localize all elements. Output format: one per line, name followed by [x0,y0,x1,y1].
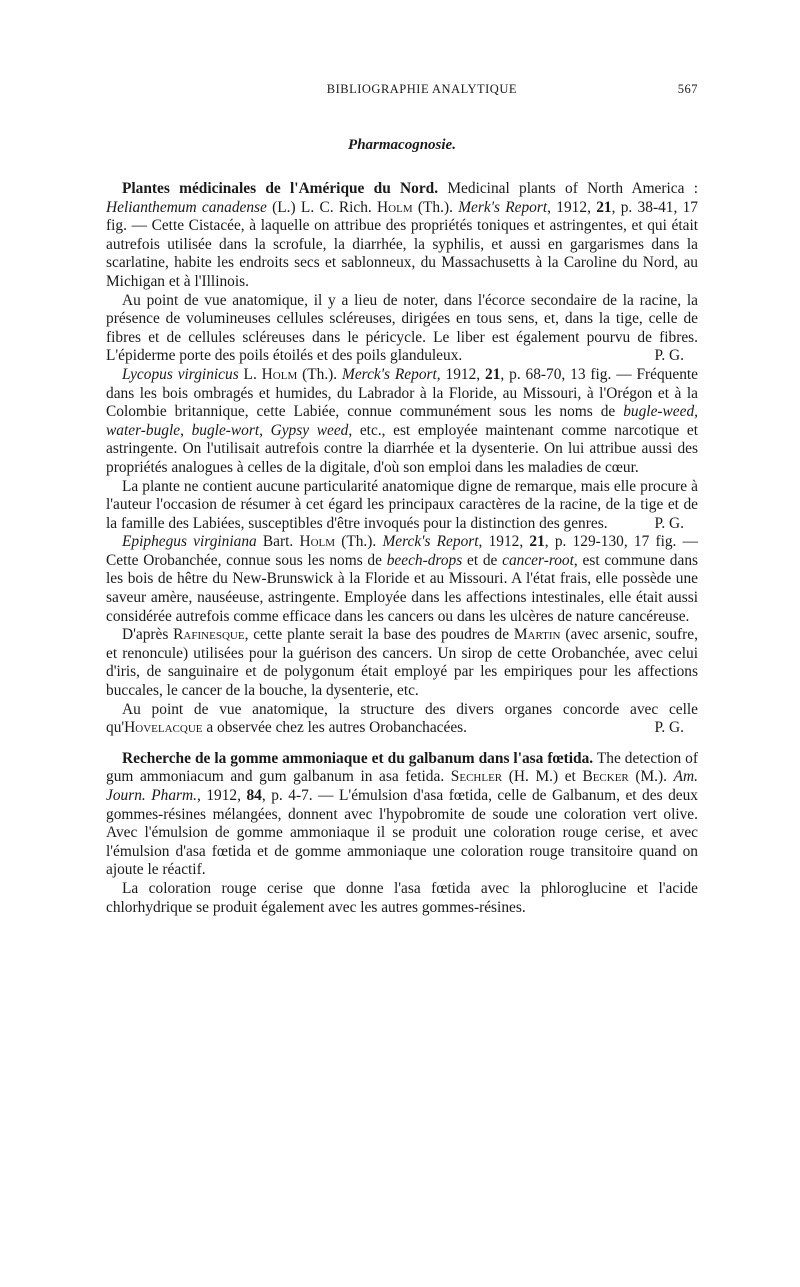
entry-paragraph [106,626,698,700]
text-run: Au point de vue anatomique, la structure des divers organes concorde avec celle qu' [106,700,698,737]
italic-text: bugle-wort, Gypsy weed [191,421,349,439]
running-head-title: BIBLIOGRAPHIE ANALYTIQUE [326,82,517,96]
entry-paragraph [106,292,698,366]
entry-heading: Recherche de la gomme ammoniaque et du galbanum dans l'asa fœtida. [122,749,594,767]
page-number: 567 [677,82,698,96]
text-run: , p. 68-70, 13 fig. — Fréquente dans les bois ombragés et humides, du Labrador à la Floride, au Missouri, à l'Orégon et à la Colombie britannique, cette Labiée, connue communément sous les noms de [106,365,699,421]
italic-text: Helianthemum canadense [106,198,267,216]
text-run: (avec arsenic, soufre, et renoncule) utilisées pour la guérison des cancers. Un sirop de cette Orobanchée, avec celui d'iris, de sanguinaire et de polygonum était employé par les empiriques pour les affections buccales, le cancer de la bouche, la dysenterie, etc. [106,626,698,700]
text-run: (H. M.) et [502,768,583,786]
author-name: Becker [582,768,629,786]
text-run: (Th.). [297,365,343,383]
text-run: , 1912, [197,787,247,804]
italic-text: Merck's Report [382,533,479,551]
section-title: Pharmacognosie. [348,137,456,153]
text-run: Medicinal plants of North America : [438,180,698,197]
text-run: , cette plante serait la base des poudres de [244,626,514,644]
text-run: , 1912, [436,365,486,383]
text-run: (M.). [628,768,674,786]
author-signature: P. G. [654,347,684,365]
text-run: , etc., est employée maintenant comme narcotique et astringente. On l'utilisait autrefois contre la diarrhée et la dysenterie. On lui attribue aussi des propriétés analogues à celles de la digitale, d'où son emploi dans les maladies de cœur. [106,421,698,476]
author-name: Holm [299,533,336,551]
text-run: L. [238,365,262,383]
text-run: a observée chez les autres Orobanchacées. [202,719,468,737]
author-name: Rafinesque [173,626,245,644]
bibliography-entries [106,180,698,917]
entry-paragraph [106,366,698,478]
entry-heading: 21 [485,365,501,383]
italic-text: Am. Journ. Pharm. [106,768,698,804]
text-run: (Th.). [335,533,383,551]
italic-text: Merck's Report [342,365,437,383]
text-run: (Th.). [412,198,459,216]
author-signature: P. G. [654,514,684,532]
entry-heading: 21 [596,198,612,216]
author-name: Sechler [450,768,503,786]
text-run: The detection of gum ammoniacum and gum galbanum in asa fetida. [106,749,699,786]
text-run: La plante ne contient aucune particularité anatomique digne de remarque, mais elle procure à l'auteur l'occasion de résumer à cet égard les principaux caractères de la racine, de la tige et de la famille des Labiées, susceptibles d'être invoqués pour la distinction des genres. [106,477,698,532]
author-name: Holm [261,365,298,383]
bibliography-entry [106,533,698,738]
author-name: Hovelacque [124,719,203,737]
text-run: , 1912, [478,533,530,551]
entry-paragraph [106,533,698,626]
text-run: , [180,421,192,439]
text-run: La coloration rouge cerise que donne l'asa fœtida avec la phloroglucine et l'acide chlorhydrique se produit également avec les autres gommes-résines. [106,879,698,916]
bibliography-entry [106,180,698,366]
bibliography-entry [106,750,698,917]
entry-paragraph [106,750,698,880]
text-run: , est commune dans les bois de hêtre du New-Brunswick à la Floride et au Missouri. A l'état frais, elle possède une saveur amère, nauséeuse, astringente. Employée dans les affections intestinales, elle était aussi considérée autrefois comme efficace dans les cancers ou dans les ulcères de nature cancéreuse. [106,551,698,625]
text-run: D'après [122,626,174,644]
bibliography-entry [106,366,698,533]
italic-text: cancer-root [502,551,574,569]
author-name: Martin [513,626,561,644]
italic-text: Merk's Report [458,198,548,216]
entry-heading: 21 [529,533,545,551]
entry-paragraph [106,701,698,738]
entry-paragraph [106,180,698,292]
entry-paragraph [106,880,698,917]
page [106,82,698,917]
text-run: , p. 129-130, 17 fig. — Cette Orobanchée, connue sous les noms de [106,533,698,569]
italic-text: beech-drops [386,551,463,569]
text-run: , p. 38-41, 17 fig. — Cette Cistacée, à laquelle on attribue des propriétés toniques et astringentes, et qui était autrefois utilisée dans la scrofule, la diarrhée, la syphilis, et aussi en gargarismes dans la scarlatine, habite les endroits secs et sablonneux, du Massachusetts à la Caroline du Nord, au Michigan et à l'Illinois. [106,198,698,290]
author-signature: P. G. [654,719,684,737]
italic-text: Epiphegus virginiana [122,533,257,551]
text-run: Au point de vue anatomique, il y a lieu de noter, dans l'écorce secondaire de la racine, la présence de volumineuses cellules scléreuses, dirigées en tous sens, et, dans la tige, celle de fibres et de cellules scléreuses dans le péricycle. Le liber est également pourvu de fibres. L'épiderme porte des poils étoilés et des poils glanduleux. [106,291,698,365]
text-run: , p. 4-7. — L'émulsion d'asa fœtida, celle de Galbanum, et des deux gommes-résines mélangées, donnent avec l'hypobromite de soude une coloration vert olive. Avec l'émulsion de gomme ammoniaque il se produit une coloration rouge cerise, et avec l'émulsion d'asa fœtida et de gomme ammoniaque une coloration rouge transitoire quand on ajoute le réactif. [106,787,698,879]
italic-text: Lycopus virginicus [122,365,239,383]
entry-heading: Plantes médicinales de l'Amérique du Nord. [122,180,439,197]
text-run: Bart. [256,533,300,551]
italic-text: bugle-weed, water-bugle [106,403,698,439]
running-head [106,82,698,97]
entry-paragraph [106,478,698,534]
author-name: Holm [377,198,413,216]
entry-heading: 84 [246,787,262,804]
text-run: , 1912, [547,198,597,216]
text-run: (L.) L. C. Rich. [266,198,378,216]
text-run: et de [462,551,503,569]
